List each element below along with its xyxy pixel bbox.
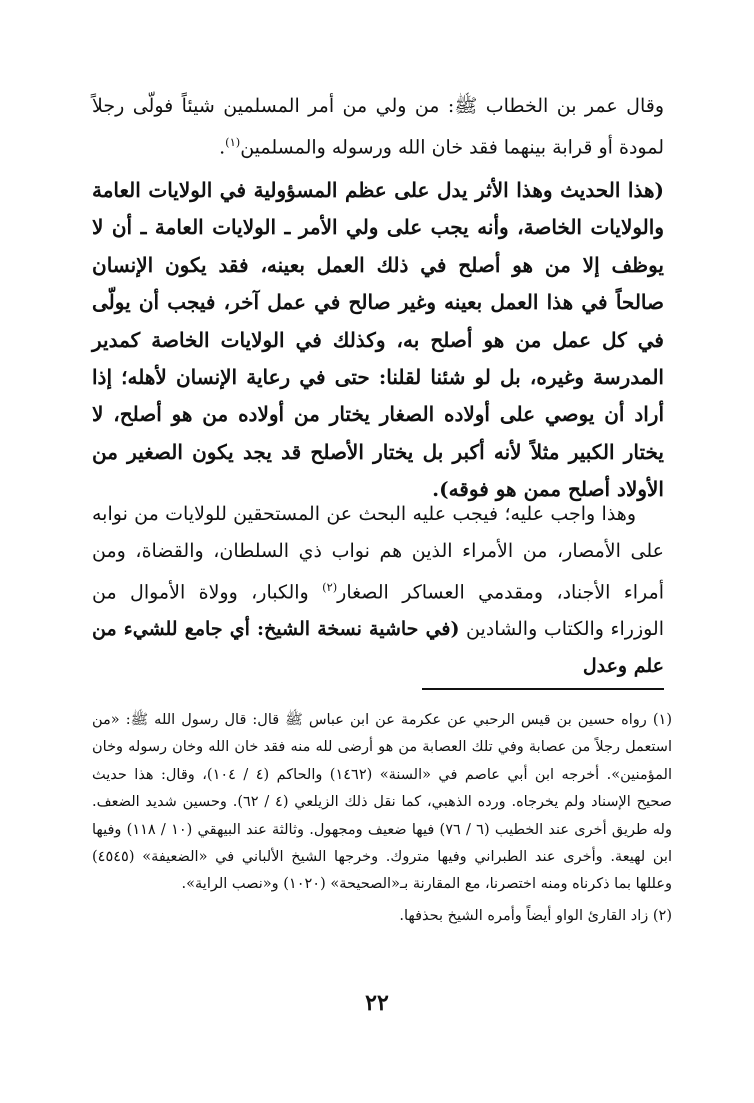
quote-paragraph [92,88,664,165]
quote-end: . [219,136,226,159]
footnote-marker: (٢) [652,907,672,924]
footnote-2 [92,903,672,930]
footnote-separator [422,688,664,690]
footnote-1 [92,707,672,899]
commentary-text: (هذا الحديث وهذا الأثر يدل على عظم المسؤولية في الولايات العامة والولايات الخاصة، وأنه يجب على ولي الأمر ـ الولايات العامة ـ أن لا يوظف إلا من هو أصلح في ذلك العمل بعينه، فقد يكون الإنسان صالحاً في هذا العمل بعينه وغير صالح في عمل آخر، فيجب أن يولّى في كل عمل من هو أصلح به، وكذلك في الولايات الخاصة كمدير المدرسة وغيره، بل لو شئنا لقلنا: حتى في رعاية الإنسان لأهله؛ إذا أراد أن يوصي على أولاده الصغار يختار من أولاده من هو أصلح، لا يختار الكبير مثلاً لأنه أكبر بل يختار الأصلح قد يجد يكون الصغير من الأولاد أصلح ممن هو فوقه). [92,178,664,502]
body-text-2: والكبار، وولاة الأموال من الوزراء والكتاب والشادين [92,581,665,641]
body-bold-text: (في حاشية نسخة الشيخ: أي جامع للشيء من علم وعدل [92,618,664,677]
footnotes [92,707,672,930]
body-paragraph [92,496,664,684]
quote-text: وقال عمر بن الخطاب ﷺ: من ولي من أمر المسلمين شيئاً فولّى رجلاً لمودة أو قرابة بينهما فقد خان الله ورسوله والمسلمين [92,95,664,159]
footnote-text: رواه حسين بن قيس الرحبي عن عكرمة عن ابن عباس ﷺ قال: قال رسول الله ﷺ: «من استعمل رجلاً من عصابة وفي تلك العصابة من هو أرضى لله منه فقد خان الله وخان رسوله وخان المؤمنين». أخرجه ابن أبي عاصم في «السنة» (١٤٦٢) والحاكم (٤ / ١٠٤)، وقال: هذا حديث صحيح الإسناد ولم يخرجاه. ورده الذهبي، كما نقل ذلك الزيلعي (٤ / ٦٢). وحسين شديد الضعف. وله طريق أخرى عند الخطيب (٦ / ٧٦) فيها ضعيف ومجهول. وثالثة عند البيهقي (١٠ / ١١٨) وفيها ابن لهيعة. وأخرى عند الطبراني وفيها متروك. وخرجها الشيخ الألباني في «الضعيفة» (٤٥٤٥) وعللها بما ذكرناه ومنه اختصرنا، مع المقارنة بـ«الصحيحة» (١٠٢٠) و«نصب الراية». [92,712,672,893]
footnote-ref-1[interactable]: (١) [225,135,241,149]
footnote-marker: (١) [652,712,673,728]
footnote-ref-2[interactable]: (٢) [322,580,338,595]
footnote-text: زاد القارئ الواو أيضاً وأمره الشيخ بحذفها. [399,907,649,924]
commentary-paragraph [92,172,664,509]
page-number: ٢٢ [365,990,389,1016]
body-text-1: وهذا واجب عليه؛ فيجب عليه البحث عن المستحقين للولايات من نوابه على الأمصار، من الأمراء الذين هم نواب ذي السلطان، والقضاة، ومن أمراء الأجناد، ومقدمي العساكر الصغار [92,503,664,604]
